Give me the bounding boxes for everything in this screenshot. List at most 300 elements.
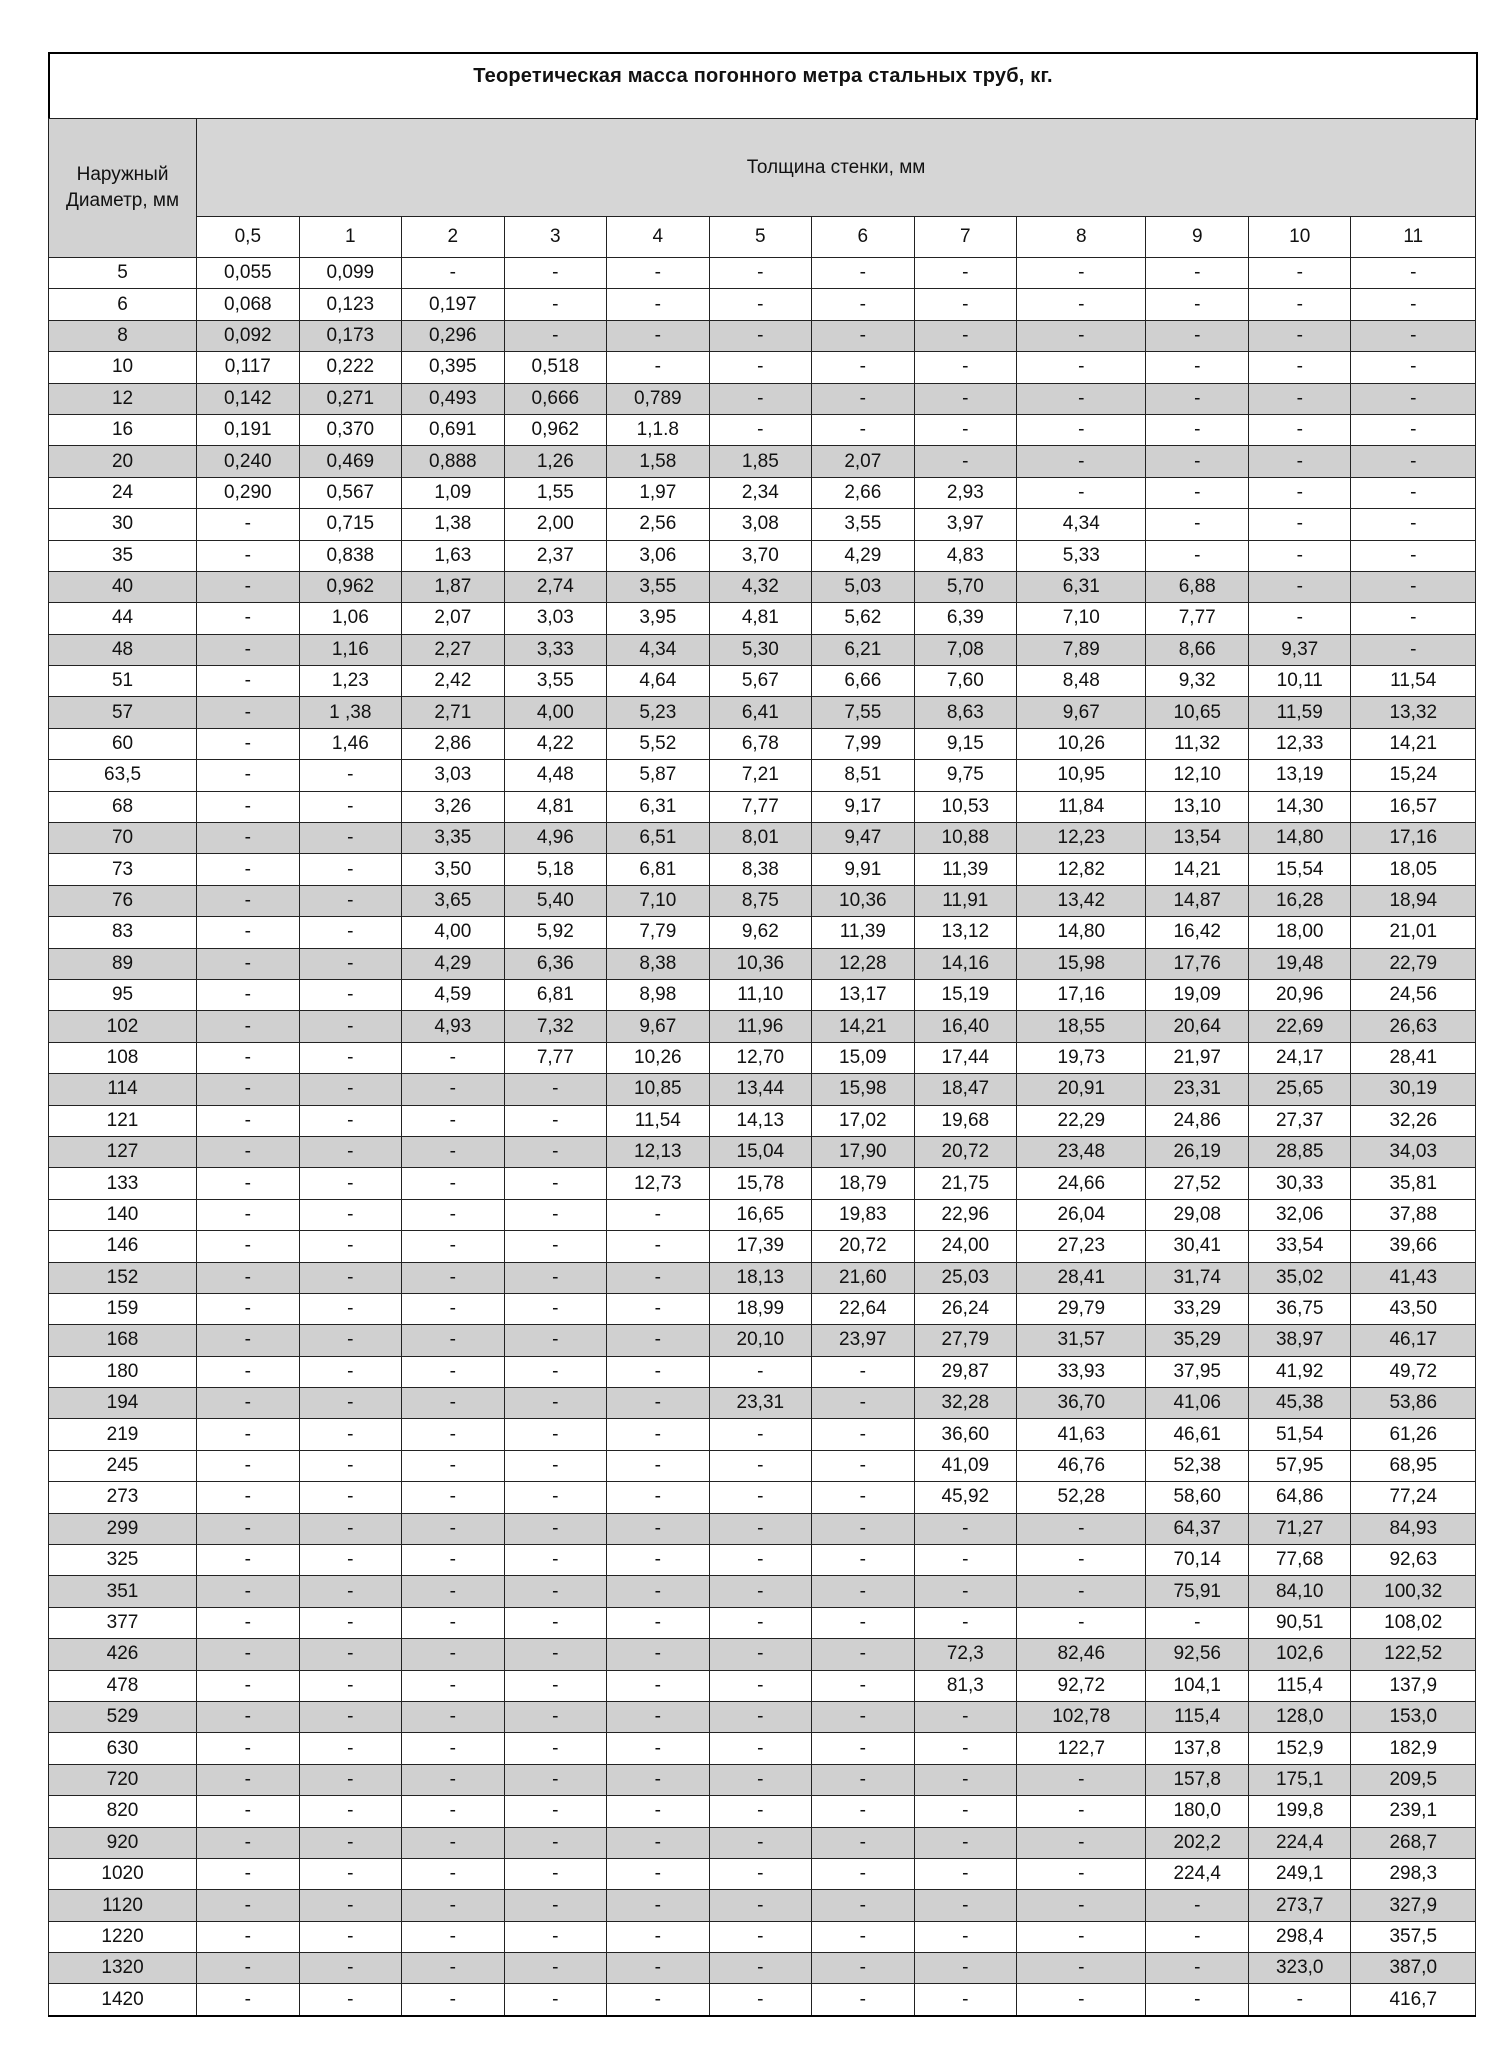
mass-cell: - [812, 1953, 915, 1984]
mass-cell: 11,54 [1351, 666, 1476, 697]
thickness-column-header: 11 [1351, 217, 1476, 258]
mass-cell: 27,37 [1248, 1105, 1351, 1136]
mass-cell: - [504, 1921, 607, 1952]
mass-cell: 15,98 [812, 1074, 915, 1105]
diameter-header-line2: Диаметр, мм [66, 190, 180, 211]
mass-cell: 3,06 [607, 540, 710, 571]
mass-cell: - [914, 320, 1017, 351]
mass-cell: 1,06 [299, 603, 402, 634]
mass-cell: 12,23 [1017, 823, 1146, 854]
mass-cell: 10,36 [709, 948, 812, 979]
mass-cell: - [709, 1733, 812, 1764]
mass-cell: - [607, 1796, 710, 1827]
mass-cell: 3,26 [402, 791, 505, 822]
table-row [49, 979, 1476, 1010]
mass-cell: - [914, 1733, 1017, 1764]
table-row [49, 1953, 1476, 1984]
mass-cell: 9,67 [607, 1011, 710, 1042]
mass-cell: - [402, 1764, 505, 1795]
mass-cell: 31,74 [1146, 1262, 1249, 1293]
mass-cell: 0,715 [299, 509, 402, 540]
diameter-cell: 44 [49, 603, 197, 634]
diameter-cell: 48 [49, 634, 197, 665]
mass-cell: 2,07 [402, 603, 505, 634]
mass-cell: 37,95 [1146, 1356, 1249, 1387]
table-row [49, 885, 1476, 916]
mass-cell: - [1146, 1921, 1249, 1952]
mass-cell: 23,97 [812, 1325, 915, 1356]
mass-cell: - [1146, 414, 1249, 445]
mass-cell: - [299, 854, 402, 885]
mass-cell: - [402, 1262, 505, 1293]
table-row [49, 1419, 1476, 1450]
mass-cell: 16,42 [1146, 917, 1249, 948]
mass-cell: - [812, 1858, 915, 1889]
mass-cell: 90,51 [1248, 1607, 1351, 1638]
mass-cell: 13,17 [812, 979, 915, 1010]
mass-cell: - [709, 1356, 812, 1387]
mass-cell: 11,59 [1248, 697, 1351, 728]
mass-cell: 11,91 [914, 885, 1017, 916]
mass-cell: - [197, 1356, 300, 1387]
mass-cell: - [402, 1984, 505, 2016]
mass-cell: - [1248, 540, 1351, 571]
diameter-cell: 20 [49, 446, 197, 477]
mass-cell: 35,81 [1351, 1168, 1476, 1199]
thickness-column-header: 3 [504, 217, 607, 258]
mass-cell: 224,4 [1146, 1858, 1249, 1889]
mass-cell: - [197, 1545, 300, 1576]
mass-cell: - [607, 1670, 710, 1701]
mass-cell: - [504, 1231, 607, 1262]
mass-cell: 7,60 [914, 666, 1017, 697]
diameter-cell: 133 [49, 1168, 197, 1199]
mass-cell: 12,70 [709, 1042, 812, 1073]
mass-cell: 1,63 [402, 540, 505, 571]
mass-cell: 18,47 [914, 1074, 1017, 1105]
mass-cell: 10,11 [1248, 666, 1351, 697]
mass-cell: - [299, 1764, 402, 1795]
mass-cell: 5,30 [709, 634, 812, 665]
mass-cell: - [299, 1011, 402, 1042]
mass-cell: - [607, 1953, 710, 1984]
mass-cell: - [914, 1858, 1017, 1889]
mass-cell: 11,84 [1017, 791, 1146, 822]
mass-cell: 30,41 [1146, 1231, 1249, 1262]
mass-cell: 15,24 [1351, 760, 1476, 791]
table-row [49, 258, 1476, 289]
mass-cell: - [402, 258, 505, 289]
mass-cell: - [299, 1293, 402, 1324]
mass-cell: - [709, 352, 812, 383]
mass-cell: - [1146, 383, 1249, 414]
mass-cell: 11,32 [1146, 728, 1249, 759]
diameter-cell: 529 [49, 1701, 197, 1732]
mass-cell: - [197, 1890, 300, 1921]
table-row [49, 634, 1476, 665]
mass-cell: - [197, 948, 300, 979]
mass-cell: 16,57 [1351, 791, 1476, 822]
mass-cell: - [1351, 383, 1476, 414]
mass-cell: - [1017, 1858, 1146, 1889]
mass-cell: 29,79 [1017, 1293, 1146, 1324]
mass-cell: - [709, 1545, 812, 1576]
mass-cell: - [504, 1168, 607, 1199]
mass-cell: - [197, 1231, 300, 1262]
mass-cell: - [197, 540, 300, 571]
mass-cell: 8,01 [709, 823, 812, 854]
mass-cell: 2,42 [402, 666, 505, 697]
mass-cell: - [812, 1921, 915, 1952]
mass-cell: - [402, 1607, 505, 1638]
mass-cell: 0,493 [402, 383, 505, 414]
thickness-column-header: 8 [1017, 217, 1146, 258]
mass-cell: 2,66 [812, 477, 915, 508]
mass-cell: - [812, 320, 915, 351]
diameter-cell: 159 [49, 1293, 197, 1324]
mass-cell: 32,06 [1248, 1199, 1351, 1230]
mass-cell: 24,86 [1146, 1105, 1249, 1136]
mass-cell: 5,87 [607, 760, 710, 791]
mass-cell: 21,75 [914, 1168, 1017, 1199]
mass-cell: 2,27 [402, 634, 505, 665]
diameter-cell: 24 [49, 477, 197, 508]
mass-cell: 1,26 [504, 446, 607, 477]
mass-cell: 13,12 [914, 917, 1017, 948]
mass-cell: 17,16 [1017, 979, 1146, 1010]
mass-cell: - [709, 1607, 812, 1638]
table-row [49, 603, 1476, 634]
mass-cell: 36,75 [1248, 1293, 1351, 1324]
mass-cell: - [1146, 289, 1249, 320]
table-row [49, 1701, 1476, 1732]
mass-cell: - [1248, 509, 1351, 540]
mass-cell: 11,39 [914, 854, 1017, 885]
mass-cell: - [197, 1419, 300, 1450]
mass-cell: 4,48 [504, 760, 607, 791]
mass-cell: 16,65 [709, 1199, 812, 1230]
mass-cell: - [607, 1388, 710, 1419]
mass-cell: - [402, 1576, 505, 1607]
mass-cell: 17,76 [1146, 948, 1249, 979]
mass-cell: 17,02 [812, 1105, 915, 1136]
mass-cell: - [197, 634, 300, 665]
mass-cell: 10,85 [607, 1074, 710, 1105]
mass-cell: 9,91 [812, 854, 915, 885]
mass-cell: 26,19 [1146, 1136, 1249, 1167]
mass-cell: 1,58 [607, 446, 710, 477]
mass-cell: - [504, 1796, 607, 1827]
mass-cell: - [299, 823, 402, 854]
mass-cell: 11,96 [709, 1011, 812, 1042]
mass-cell: - [504, 1953, 607, 1984]
mass-cell: 7,89 [1017, 634, 1146, 665]
mass-cell: 81,3 [914, 1670, 1017, 1701]
mass-cell: - [1017, 1796, 1146, 1827]
mass-cell: - [1351, 571, 1476, 602]
mass-cell: 0,117 [197, 352, 300, 383]
diameter-cell: 127 [49, 1136, 197, 1167]
mass-cell: - [299, 1607, 402, 1638]
mass-cell: - [607, 1325, 710, 1356]
table-row [49, 1545, 1476, 1576]
mass-cell: - [709, 1639, 812, 1670]
mass-cell: - [1146, 320, 1249, 351]
mass-cell: 15,04 [709, 1136, 812, 1167]
mass-cell: 75,91 [1146, 1576, 1249, 1607]
mass-cell: 0,240 [197, 446, 300, 477]
mass-cell: 19,68 [914, 1105, 1017, 1136]
mass-cell: - [402, 1921, 505, 1952]
mass-cell: - [299, 1639, 402, 1670]
mass-cell: 1,1.8 [607, 414, 710, 445]
mass-cell: - [607, 1827, 710, 1858]
mass-cell: - [402, 1890, 505, 1921]
mass-cell: 128,0 [1248, 1701, 1351, 1732]
mass-cell: - [914, 414, 1017, 445]
mass-cell: - [197, 509, 300, 540]
mass-cell: 9,67 [1017, 697, 1146, 728]
mass-cell: - [607, 1764, 710, 1795]
mass-cell: - [607, 1984, 710, 2016]
mass-cell: 22,79 [1351, 948, 1476, 979]
table-row [49, 1231, 1476, 1262]
mass-cell: 6,39 [914, 603, 1017, 634]
mass-cell: - [812, 1733, 915, 1764]
mass-cell: 6,66 [812, 666, 915, 697]
mass-cell: 10,95 [1017, 760, 1146, 791]
mass-cell: 92,63 [1351, 1545, 1476, 1576]
mass-cell: - [812, 1890, 915, 1921]
table-row [49, 1890, 1476, 1921]
mass-cell: - [197, 885, 300, 916]
mass-cell: 53,86 [1351, 1388, 1476, 1419]
mass-cell: - [402, 1168, 505, 1199]
diameter-cell: 6 [49, 289, 197, 320]
diameter-cell: 194 [49, 1388, 197, 1419]
mass-cell: 5,40 [504, 885, 607, 916]
mass-cell: 24,00 [914, 1231, 1017, 1262]
diameter-cell: 146 [49, 1231, 197, 1262]
mass-cell: 52,28 [1017, 1482, 1146, 1513]
diameter-cell: 30 [49, 509, 197, 540]
mass-cell: - [197, 1168, 300, 1199]
mass-cell: - [812, 1796, 915, 1827]
mass-cell: - [504, 320, 607, 351]
mass-cell: 298,3 [1351, 1858, 1476, 1889]
table-row [49, 1262, 1476, 1293]
mass-cell: 32,28 [914, 1388, 1017, 1419]
mass-cell: 199,8 [1248, 1796, 1351, 1827]
mass-cell: 35,29 [1146, 1325, 1249, 1356]
mass-cell: - [504, 1482, 607, 1513]
mass-cell: - [1351, 446, 1476, 477]
mass-cell: 0,271 [299, 383, 402, 414]
mass-cell: - [607, 289, 710, 320]
diameter-cell: 51 [49, 666, 197, 697]
mass-cell: 1,23 [299, 666, 402, 697]
diameter-cell: 820 [49, 1796, 197, 1827]
mass-cell: - [197, 1701, 300, 1732]
mass-cell: 1,09 [402, 477, 505, 508]
mass-cell: 0,962 [504, 414, 607, 445]
thickness-column-header: 7 [914, 217, 1017, 258]
mass-cell: 13,44 [709, 1074, 812, 1105]
diameter-cell: 121 [49, 1105, 197, 1136]
mass-cell: 18,13 [709, 1262, 812, 1293]
mass-cell: - [299, 1105, 402, 1136]
mass-cell: 30,19 [1351, 1074, 1476, 1105]
mass-cell: 30,33 [1248, 1168, 1351, 1199]
mass-cell: 58,60 [1146, 1482, 1249, 1513]
diameter-cell: 245 [49, 1450, 197, 1481]
table-row [49, 948, 1476, 979]
mass-cell: - [607, 1450, 710, 1481]
mass-cell: 20,72 [812, 1231, 915, 1262]
mass-cell: - [607, 1356, 710, 1387]
mass-cell: 4,32 [709, 571, 812, 602]
mass-cell: 7,08 [914, 634, 1017, 665]
mass-cell: 64,86 [1248, 1482, 1351, 1513]
mass-cell: - [299, 1921, 402, 1952]
mass-cell: 9,32 [1146, 666, 1249, 697]
mass-cell: - [1248, 383, 1351, 414]
mass-cell: - [709, 289, 812, 320]
mass-cell: 14,13 [709, 1105, 812, 1136]
mass-cell: 7,10 [607, 885, 710, 916]
mass-cell: - [299, 948, 402, 979]
mass-cell: - [299, 1576, 402, 1607]
mass-cell: 5,62 [812, 603, 915, 634]
mass-cell: - [812, 289, 915, 320]
mass-cell: 3,65 [402, 885, 505, 916]
mass-cell: 0,142 [197, 383, 300, 414]
mass-cell: - [299, 1356, 402, 1387]
mass-cell: 71,27 [1248, 1513, 1351, 1544]
mass-cell: 77,68 [1248, 1545, 1351, 1576]
thickness-column-header: 1 [299, 217, 402, 258]
diameter-cell: 108 [49, 1042, 197, 1073]
mass-cell: - [402, 1670, 505, 1701]
thickness-column-header: 0,5 [197, 217, 300, 258]
mass-cell: - [607, 1890, 710, 1921]
mass-cell: - [197, 1733, 300, 1764]
mass-cell: 3,50 [402, 854, 505, 885]
mass-cell: - [914, 1921, 1017, 1952]
mass-cell: 46,76 [1017, 1450, 1146, 1481]
table-row [49, 383, 1476, 414]
mass-cell: 82,46 [1017, 1639, 1146, 1670]
mass-cell: 14,87 [1146, 885, 1249, 916]
table-row [49, 1576, 1476, 1607]
mass-cell: - [1146, 1890, 1249, 1921]
mass-cell: 8,75 [709, 885, 812, 916]
diameter-cell: 68 [49, 791, 197, 822]
mass-cell: 11,10 [709, 979, 812, 1010]
mass-cell: - [1248, 320, 1351, 351]
mass-cell: 7,79 [607, 917, 710, 948]
mass-cell: - [299, 1419, 402, 1450]
diameter-cell: 1420 [49, 1984, 197, 2016]
mass-cell: - [1146, 352, 1249, 383]
mass-cell: 0,197 [402, 289, 505, 320]
mass-cell: - [1017, 320, 1146, 351]
mass-cell: - [1017, 477, 1146, 508]
thickness-column-header: 2 [402, 217, 505, 258]
mass-cell: 182,9 [1351, 1733, 1476, 1764]
mass-cell: 18,79 [812, 1168, 915, 1199]
mass-cell: - [504, 1764, 607, 1795]
mass-cell: 9,75 [914, 760, 1017, 791]
mass-cell: 27,23 [1017, 1231, 1146, 1262]
thickness-header: Толщина стенки, мм [197, 119, 1476, 217]
mass-cell: - [197, 728, 300, 759]
mass-cell: 0,395 [402, 352, 505, 383]
mass-cell: - [197, 1450, 300, 1481]
mass-cell: 4,00 [504, 697, 607, 728]
mass-cell: - [504, 1607, 607, 1638]
mass-cell: - [197, 1136, 300, 1167]
mass-cell: - [812, 1545, 915, 1576]
table-row [49, 1042, 1476, 1073]
mass-cell: 41,63 [1017, 1419, 1146, 1450]
diameter-cell: 180 [49, 1356, 197, 1387]
mass-cell: 5,23 [607, 697, 710, 728]
mass-cell: 31,57 [1017, 1325, 1146, 1356]
table-row [49, 1450, 1476, 1481]
mass-cell: - [607, 1545, 710, 1576]
mass-cell: - [197, 666, 300, 697]
mass-cell: 43,50 [1351, 1293, 1476, 1324]
mass-cell: 100,32 [1351, 1576, 1476, 1607]
diameter-cell: 70 [49, 823, 197, 854]
mass-cell: - [709, 1576, 812, 1607]
table-row [49, 1074, 1476, 1105]
mass-cell: 4,29 [812, 540, 915, 571]
mass-cell: - [1017, 1513, 1146, 1544]
mass-cell: 22,96 [914, 1199, 1017, 1230]
mass-cell: - [1146, 477, 1249, 508]
mass-cell: 6,81 [504, 979, 607, 1010]
mass-cell: - [709, 383, 812, 414]
mass-cell: - [197, 1262, 300, 1293]
mass-cell: 12,28 [812, 948, 915, 979]
mass-cell: - [1017, 258, 1146, 289]
mass-cell: - [914, 1764, 1017, 1795]
mass-cell: - [709, 1482, 812, 1513]
table-row [49, 1639, 1476, 1670]
mass-cell: 0,666 [504, 383, 607, 414]
mass-cell: - [402, 1827, 505, 1858]
mass-cell: 327,9 [1351, 1890, 1476, 1921]
mass-cell: - [607, 1262, 710, 1293]
mass-cell: 9,62 [709, 917, 812, 948]
mass-cell: - [402, 1042, 505, 1073]
table-row [49, 1858, 1476, 1889]
mass-cell: - [197, 1293, 300, 1324]
mass-cell: 0,092 [197, 320, 300, 351]
mass-cell: - [812, 1450, 915, 1481]
mass-cell: - [504, 1136, 607, 1167]
mass-cell: - [1351, 603, 1476, 634]
mass-cell: 153,0 [1351, 1701, 1476, 1732]
mass-cell: 8,48 [1017, 666, 1146, 697]
mass-cell: 21,01 [1351, 917, 1476, 948]
mass-cell: - [1017, 414, 1146, 445]
mass-cell: - [299, 1827, 402, 1858]
mass-cell: - [1351, 289, 1476, 320]
diameter-cell: 377 [49, 1607, 197, 1638]
